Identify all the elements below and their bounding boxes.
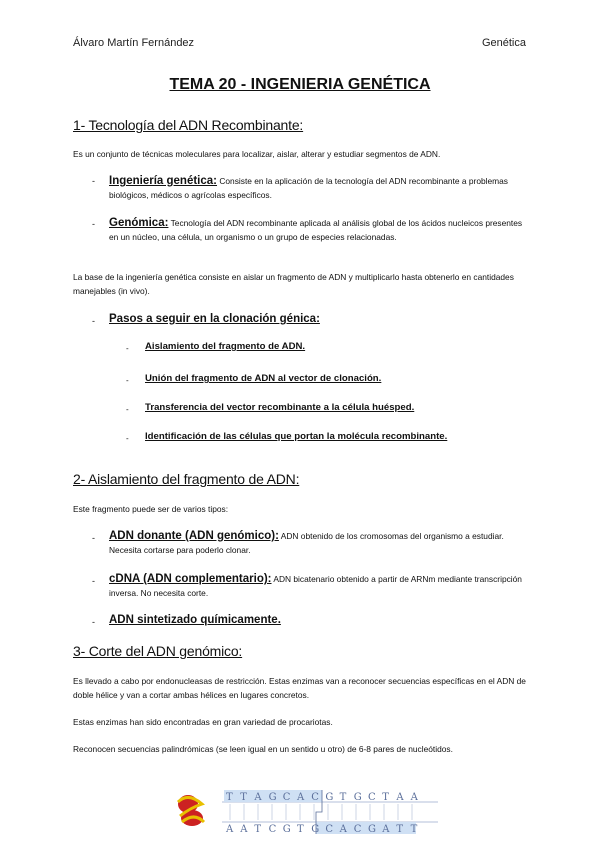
bullet-dash: - [92,576,95,586]
section2-item-donante [109,529,524,557]
page-title: TEMA 20 - INGENIERIA GENÉTICA [169,76,431,93]
bottom-strand-base: G [282,824,291,835]
bottom-strand-base: A [339,824,347,835]
step-item: Aislamiento del fragmento de ADN. [145,341,306,352]
top-strand-base: A [396,792,404,803]
section3-p2: Estas enzimas han sido encontradas en gran variedad de procariotas. [73,717,333,727]
top-strand-base: G [268,792,277,803]
section1-item-ingenieria [109,174,524,202]
steps-heading-text: Pasos a seguir en la clonación génica: [109,313,320,325]
bottom-strand-base: T [410,824,418,835]
bullet-dash: - [92,176,95,186]
item-text: Consiste en la aplicación de la tecnología del ADN recombinante a problemas biológicos, médicos o agrícolas específicos. [109,176,508,200]
bottom-strand-base: A [382,824,390,835]
section3-p1: Es llevado a cabo por endonucleasas de restricción. Estas enzimas van a reconocer secuencias específicas en el ADN de doble hélice y van a cortar ambas hélices en lugares concretos. [73,676,526,700]
step-item: Transferencia del vector recombinante a la célula huésped. [145,402,415,413]
header-author: Álvaro Martín Fernández [73,37,195,49]
item-text: ADN bicatenario obtenido a partir de ARNm mediante transcripción inversa. No necesita corte. [109,574,522,598]
bullet-dash: - [92,316,95,326]
section2-heading: 2- Aislamiento del fragmento de ADN: [73,471,300,487]
item-term: ADN sintetizado químicamente. [109,614,281,626]
step-dash: - [126,434,129,443]
bottom-strand-base: T [254,824,262,835]
item-term: Ingeniería genética: [109,175,218,187]
step-dash: - [126,405,129,414]
top-strand-base: C [368,792,376,803]
section2-item-cdna [109,572,524,600]
item-text: Tecnología del ADN recombinante aplicada al análisis global de los ácidos nucleicos presentes en un núcleo, una célula, un organismo o un grupo de especies relacionadas. [109,218,523,242]
item-term: cDNA (ADN complementario): [109,573,272,585]
bottom-strand-base: C [268,824,277,835]
item-text: ADN obtenido de los cromosomas del organismo a estudiar. Necesita cortarse para poderlo clonar. [109,531,504,555]
bottom-strand-base: C [325,824,334,835]
item-term: Genómica: [109,217,169,229]
section1-heading: 1- Tecnología del ADN Recombinante: [73,117,304,133]
section1-intro: Es un conjunto de técnicas moleculares para localizar, aislar, alterar y estudiar segmentos de ADN. [73,149,441,159]
top-strand-base: A [410,792,418,803]
bottom-strand-base: G [368,824,376,835]
top-strand-base: C [311,792,319,803]
top-strand-base: T [240,792,247,803]
step-item: Unión del fragmento de ADN al vector de clonación. [145,373,382,384]
section3-p3: Reconocen secuencias palindrómicas (se leen igual en un sentido u otro) de 6-8 pares de nucleótidos. [73,744,453,754]
top-strand-base: T [382,792,389,803]
bottom-strand-base: T [297,824,304,835]
step-dash: - [126,344,129,353]
section2-intro: Este fragmento puede ser de varios tipos: [73,504,229,514]
section1-item-genomica [109,216,524,244]
top-strand-base: C [282,792,291,803]
header-subject: Genética [481,37,526,49]
step-item: Identificación de las células que portan la molécula recombinante. [145,431,448,442]
section2-item-sintetizado [109,613,524,627]
restriction-enzyme-icon [178,795,204,826]
bottom-strand-base: C [353,824,362,835]
bottom-strand-base: A [226,824,234,835]
section3-heading: 3- Corte del ADN genómico: [73,643,243,659]
section1-paragraph: La base de la ingeniería genética consiste en aislar un fragmento de ADN y multiplicarlo hasta obtenerlo en cantidades manejables (in vivo). [73,272,514,296]
item-term: ADN donante (ADN genómico): [109,530,279,542]
steps-heading [109,312,524,326]
top-strand-base: A [254,792,262,803]
restriction-diagram [172,782,440,838]
bullet-dash: - [92,617,95,627]
top-strand-base: A [297,792,305,803]
bullet-dash: - [92,533,95,543]
bottom-strand-base: A [240,824,248,835]
top-strand-base: G [325,792,334,803]
bullet-dash: - [92,219,95,229]
top-strand-base: T [339,792,347,803]
bottom-strand-base: T [396,824,404,835]
top-strand-base: T [226,792,233,803]
bottom-strand-base: G [311,824,320,835]
top-strand-base: G [353,792,362,803]
step-dash: - [126,376,129,385]
